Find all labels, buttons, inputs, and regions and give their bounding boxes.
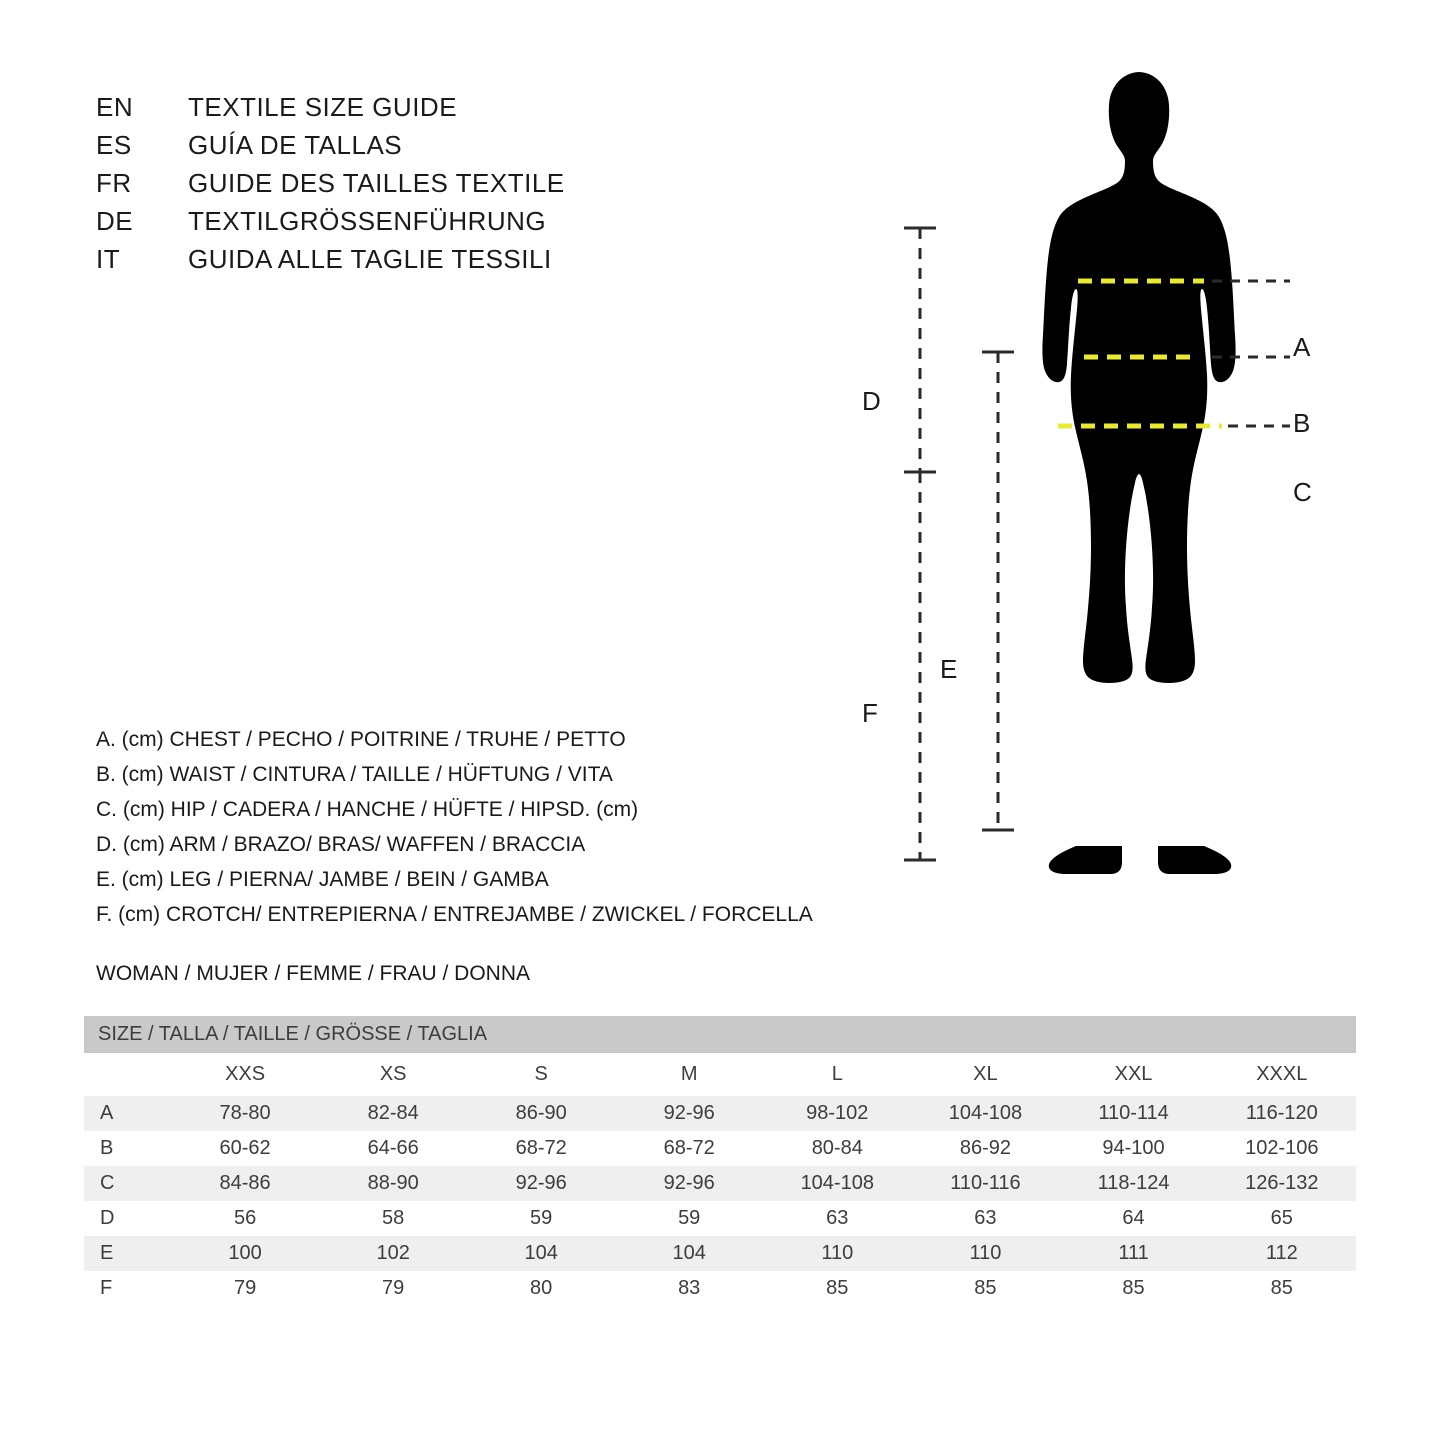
cell-a-xl: 104-108 — [948, 1102, 1023, 1124]
title-lang-es: ES — [96, 130, 132, 160]
legend-item-b: B. (cm) WAIST / CINTURA / TAILLE / HÜFTUNG / VITA — [96, 763, 613, 786]
bracket-label-f: F — [862, 698, 878, 728]
bracket-label-e: E — [940, 654, 958, 684]
cell-d-xxs: 56 — [233, 1207, 257, 1229]
row-label-b: B — [100, 1137, 114, 1159]
cell-b-m: 68-72 — [663, 1137, 715, 1159]
title-text-en: TEXTILE SIZE GUIDE — [188, 92, 458, 122]
cell-d-xxxl: 65 — [1270, 1207, 1293, 1229]
cell-a-s: 86-90 — [515, 1102, 567, 1124]
cell-a-xxl: 110-114 — [1098, 1102, 1169, 1124]
cell-f-xxs: 79 — [233, 1277, 257, 1299]
cell-d-xs: 58 — [382, 1207, 405, 1229]
size-table — [84, 1016, 1356, 1306]
title-row — [96, 168, 796, 206]
cell-b-s: 68-72 — [515, 1137, 567, 1159]
cell-d-m: 59 — [678, 1207, 701, 1229]
cell-c-m: 92-96 — [663, 1172, 715, 1194]
table-row — [84, 1201, 1356, 1236]
size-table-caption: SIZE / TALLA / TAILLE / GRÖSSE / TAGLIA — [84, 1016, 1356, 1053]
cell-c-xl: 110-116 — [950, 1172, 1021, 1194]
size-header-xs: XS — [379, 1063, 407, 1085]
marker-label-a: A — [1293, 332, 1311, 362]
table-row — [84, 1096, 1356, 1131]
cell-a-l: 98-102 — [806, 1102, 869, 1124]
cell-a-xxs: 78-80 — [219, 1102, 271, 1124]
title-text-es: GUÍA DE TALLAS — [188, 130, 403, 160]
title-row — [96, 130, 796, 168]
cell-d-l: 63 — [826, 1207, 849, 1229]
title-lang-en: EN — [96, 92, 134, 122]
cell-c-xxs: 84-86 — [219, 1172, 271, 1194]
cell-e-xxxl: 112 — [1265, 1242, 1298, 1264]
female-silhouette — [1042, 72, 1235, 874]
cell-f-xxxl: 85 — [1270, 1277, 1293, 1299]
table-row — [84, 1236, 1356, 1271]
title-text-it: GUIDA ALLE TAGLIE TESSILI — [188, 244, 552, 274]
title-row — [96, 206, 796, 244]
cell-d-xl: 63 — [974, 1207, 997, 1229]
cell-b-xs: 64-66 — [367, 1137, 419, 1159]
size-header-xl: XL — [973, 1063, 998, 1085]
cell-b-xxs: 60-62 — [219, 1137, 271, 1159]
cell-e-xxl: 111 — [1118, 1242, 1149, 1264]
cell-c-s: 92-96 — [515, 1172, 567, 1194]
cell-f-xxl: 85 — [1122, 1277, 1145, 1299]
group-label: WOMAN / MUJER / FEMME / FRAU / DONNA — [96, 962, 530, 985]
cell-e-xs: 102 — [376, 1242, 410, 1264]
cell-b-xxl: 94-100 — [1102, 1137, 1165, 1159]
row-label-a: A — [100, 1102, 114, 1124]
title-row — [96, 92, 796, 130]
cell-f-s: 80 — [530, 1277, 553, 1299]
cell-c-xxl: 118-124 — [1097, 1172, 1170, 1194]
cell-a-xs: 82-84 — [367, 1102, 419, 1124]
size-header-xxl: XXL — [1114, 1063, 1153, 1085]
table-row — [84, 1166, 1356, 1201]
cell-d-xxl: 64 — [1122, 1207, 1145, 1229]
size-header-l: L — [831, 1063, 843, 1085]
cell-c-l: 104-108 — [800, 1172, 874, 1194]
size-header-s: S — [534, 1063, 548, 1085]
cell-f-xs: 79 — [382, 1277, 405, 1299]
row-label-c: C — [100, 1172, 115, 1194]
title-row — [96, 244, 796, 282]
size-header-xxxl: XXXL — [1256, 1063, 1308, 1085]
measurement-legend — [96, 722, 956, 932]
title-text-fr: GUIDE DES TAILLES TEXTILE — [188, 168, 565, 198]
legend-item-c: C. (cm) HIP / CADERA / HANCHE / HÜFTE / HIPSD. (cm) — [96, 798, 639, 821]
marker-label-b: B — [1293, 408, 1311, 438]
row-label-e: E — [100, 1242, 114, 1264]
cell-f-xl: 85 — [974, 1277, 997, 1299]
title-lang-de: DE — [96, 206, 134, 236]
header-corner — [84, 1053, 171, 1096]
cell-a-m: 92-96 — [663, 1102, 715, 1124]
title-block — [96, 92, 796, 282]
table-row — [84, 1271, 1356, 1306]
cell-b-xl: 86-92 — [959, 1137, 1011, 1159]
cell-e-m: 104 — [672, 1242, 706, 1264]
legend-item-d: D. (cm) ARM / BRAZO/ BRAS/ WAFFEN / BRACCIA — [96, 833, 586, 856]
bracket-label-d: D — [862, 386, 881, 416]
cell-e-l: 110 — [821, 1242, 854, 1264]
legend-item-f: F. (cm) CROTCH/ ENTREPIERNA / ENTREJAMBE / ZWICKEL / FORCELLA — [96, 903, 813, 926]
cell-f-m: 83 — [678, 1277, 701, 1299]
cell-f-l: 85 — [826, 1277, 849, 1299]
title-text-de: TEXTILGRÖSSENFÜHRUNG — [188, 206, 547, 236]
cell-b-l: 80-84 — [811, 1137, 863, 1159]
legend-item-a: A. (cm) CHEST / PECHO / POITRINE / TRUHE / PETTO — [96, 728, 626, 751]
title-lang-it: IT — [96, 244, 121, 274]
legend-item-e: E. (cm) LEG / PIERNA/ JAMBE / BEIN / GAMBA — [96, 868, 549, 891]
size-header-xxs: XXS — [225, 1063, 266, 1085]
row-label-d: D — [100, 1207, 115, 1229]
cell-a-xxxl: 116-120 — [1245, 1102, 1318, 1124]
cell-c-xxxl: 126-132 — [1245, 1172, 1319, 1194]
cell-d-s: 59 — [530, 1207, 553, 1229]
marker-label-c: C — [1293, 477, 1312, 507]
cell-b-xxxl: 102-106 — [1245, 1137, 1319, 1159]
size-header-m: M — [680, 1063, 698, 1085]
table-row — [84, 1131, 1356, 1166]
title-lang-fr: FR — [96, 168, 132, 198]
cell-e-xl: 110 — [969, 1242, 1002, 1264]
cell-e-xxs: 100 — [228, 1242, 262, 1264]
table-header-row — [84, 1053, 1356, 1096]
cell-e-s: 104 — [524, 1242, 558, 1264]
cell-c-xs: 88-90 — [367, 1172, 419, 1194]
row-label-f: F — [100, 1277, 113, 1299]
